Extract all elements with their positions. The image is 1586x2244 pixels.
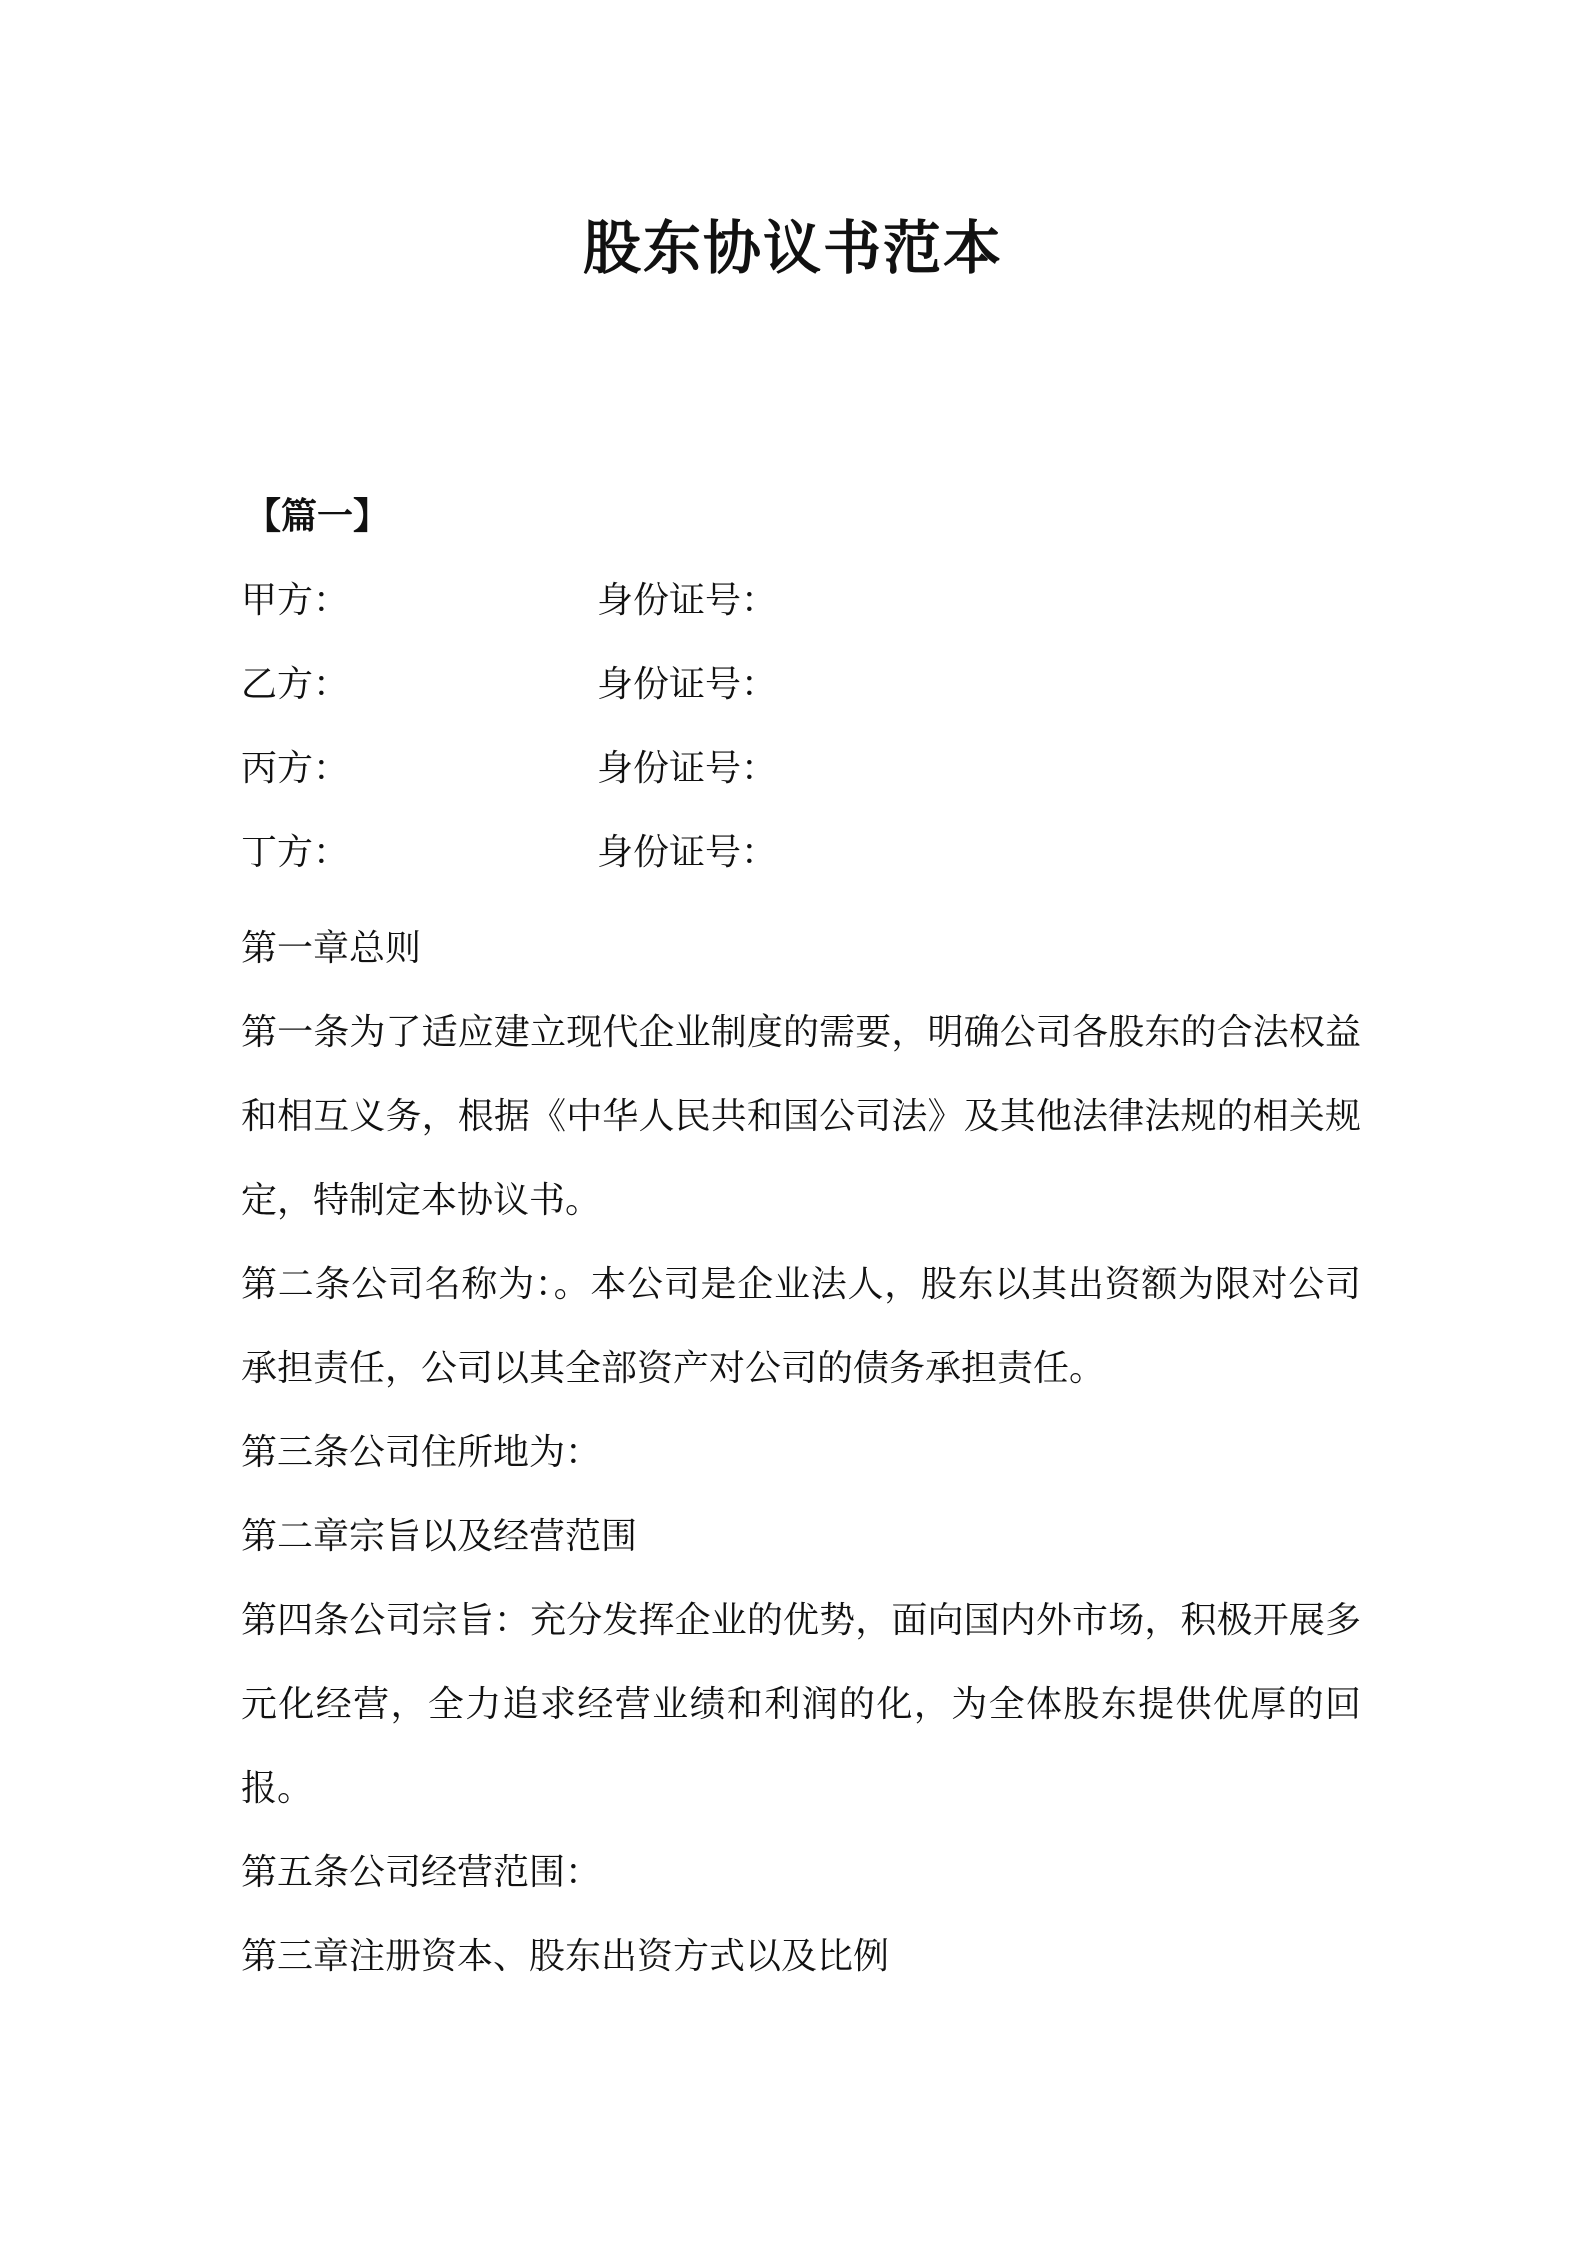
party-name: 乙方： (241, 664, 350, 705)
article-paragraph: 第五条公司经营范围： (241, 1852, 602, 1893)
party-name: 丙方： (241, 748, 350, 789)
article-paragraph: 第一条为了适应建立现代企业制度的需要，明确公司各股东的合法权益和相互义务，根据《中华人民共和国公司法》及其他法律法规的相关规定，特制定本协议书。 (241, 1012, 1361, 1221)
article-paragraph: 第四条公司宗旨：充分发挥企业的优势，面向国内外市场，积极开展多元化经营，全力追求经营业绩和利润的化，为全体股东提供优厚的回报。 (241, 1600, 1361, 1809)
party-name: 甲方： (241, 580, 350, 621)
section-label: 【篇一】 (245, 496, 390, 537)
party-id-label: 身份证号： (597, 664, 778, 705)
party-row-bing (241, 739, 1361, 799)
document-body (241, 487, 1361, 1999)
chapter-heading: 第一章总则 (241, 928, 422, 969)
party-row-yi (241, 655, 1361, 715)
chapter-heading: 第三章注册资本、股东出资方式以及比例 (241, 1936, 890, 1977)
party-id-label: 身份证号： (597, 832, 778, 873)
party-id-label: 身份证号： (597, 580, 778, 621)
party-row-jia (241, 571, 1361, 631)
party-row-ding (241, 823, 1361, 883)
article-paragraph: 第二条公司名称为：。本公司是企业法人，股东以其出资额为限对公司承担责任，公司以其全部资产对公司的债务承担责任。 (241, 1264, 1361, 1389)
party-name: 丁方： (241, 832, 350, 873)
chapter-heading: 第二章宗旨以及经营范围 (241, 1516, 638, 1557)
article-paragraph: 第三条公司住所地为： (241, 1432, 602, 1473)
party-id-label: 身份证号： (597, 748, 778, 789)
document-title: 股东协议书范本 (582, 214, 1003, 282)
